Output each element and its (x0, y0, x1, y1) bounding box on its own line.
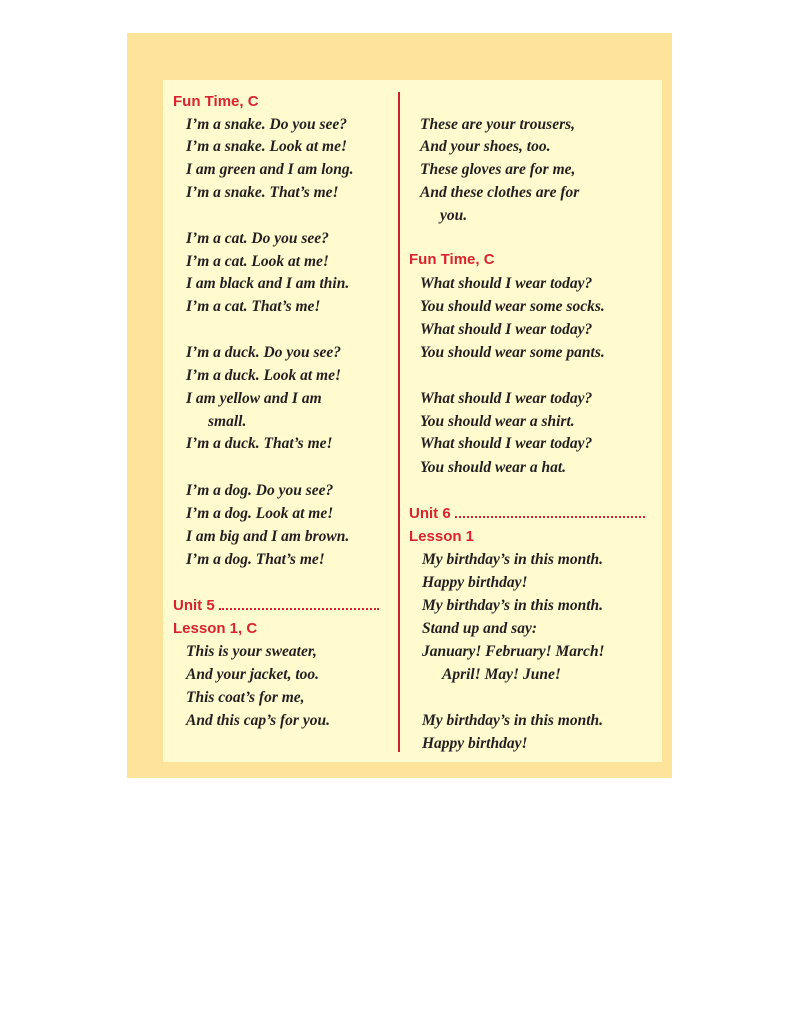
verse-line: I’m a duck. Do you see? (186, 344, 341, 361)
verse-line: I am black and I am thin. (186, 275, 350, 292)
heading-fun-time: Fun Time, C (409, 251, 495, 268)
verse-line: I’m a dog. Look at me! (186, 505, 334, 522)
verse-line: I’m a duck. That’s me! (186, 435, 333, 452)
verse-line: I’m a dog. That’s me! (186, 551, 325, 568)
verse-line: January! February! March! (422, 643, 605, 660)
verse-line: small. (208, 413, 247, 430)
verse-line: What should I wear today? (420, 435, 593, 452)
dotted-rule (455, 516, 645, 518)
verse-line: I’m a snake. Do you see? (186, 116, 348, 133)
verse-line: These gloves are for me, (420, 161, 576, 178)
verse-line: I’m a duck. Look at me! (186, 367, 341, 384)
unit-5-heading (173, 596, 379, 616)
unit-label: Unit 5 (173, 597, 215, 614)
heading-fun-time: Fun Time, C (173, 93, 259, 110)
verse-line: Stand up and say: (422, 620, 537, 637)
verse-line: This coat’s for me, (186, 689, 305, 706)
verse-line: And your shoes, too. (420, 138, 551, 155)
column-divider (398, 92, 400, 752)
verse-line: You should wear some pants. (420, 344, 605, 361)
verse-line: you. (440, 207, 468, 224)
verse-line: You should wear a hat. (420, 459, 567, 476)
dotted-rule (219, 608, 379, 610)
verse-line: Happy birthday! (422, 574, 528, 591)
verse-line: What should I wear today? (420, 321, 593, 338)
verse-line: Happy birthday! (422, 735, 528, 752)
verse-line: And these clothes are for (420, 184, 580, 201)
verse-line: You should wear some socks. (420, 298, 605, 315)
verse-line: I am yellow and I am (186, 390, 322, 407)
verse-line: These are your trousers, (420, 116, 576, 133)
unit-label: Unit 6 (409, 505, 451, 522)
verse-line: I’m a snake. Look at me! (186, 138, 348, 155)
verse-line: My birthday’s in this month. (422, 597, 604, 614)
unit-6-heading (409, 504, 645, 524)
verse-line: I’m a cat. Do you see? (186, 230, 329, 247)
verse-line: And this cap’s for you. (186, 712, 330, 729)
heading-lesson: Lesson 1, C (173, 620, 258, 637)
verse-line: I’m a dog. Do you see? (186, 482, 334, 499)
verse-line: I am big and I am brown. (186, 528, 350, 545)
verse-line: I’m a snake. That’s me! (186, 184, 339, 201)
verse-line: My birthday’s in this month. (422, 712, 604, 729)
verse-line: And your jacket, too. (186, 666, 320, 683)
heading-lesson: Lesson 1 (409, 528, 475, 545)
verse-line: This is your sweater, (186, 643, 317, 660)
verse-line: I’m a cat. Look at me! (186, 253, 329, 270)
verse-line: April! May! June! (442, 666, 561, 683)
verse-line: What should I wear today? (420, 275, 593, 292)
verse-line: I am green and I am long. (186, 161, 354, 178)
verse-line: My birthday’s in this month. (422, 551, 604, 568)
verse-line: What should I wear today? (420, 390, 593, 407)
verse-line: You should wear a shirt. (420, 413, 575, 430)
verse-line: I’m a cat. That’s me! (186, 298, 321, 315)
